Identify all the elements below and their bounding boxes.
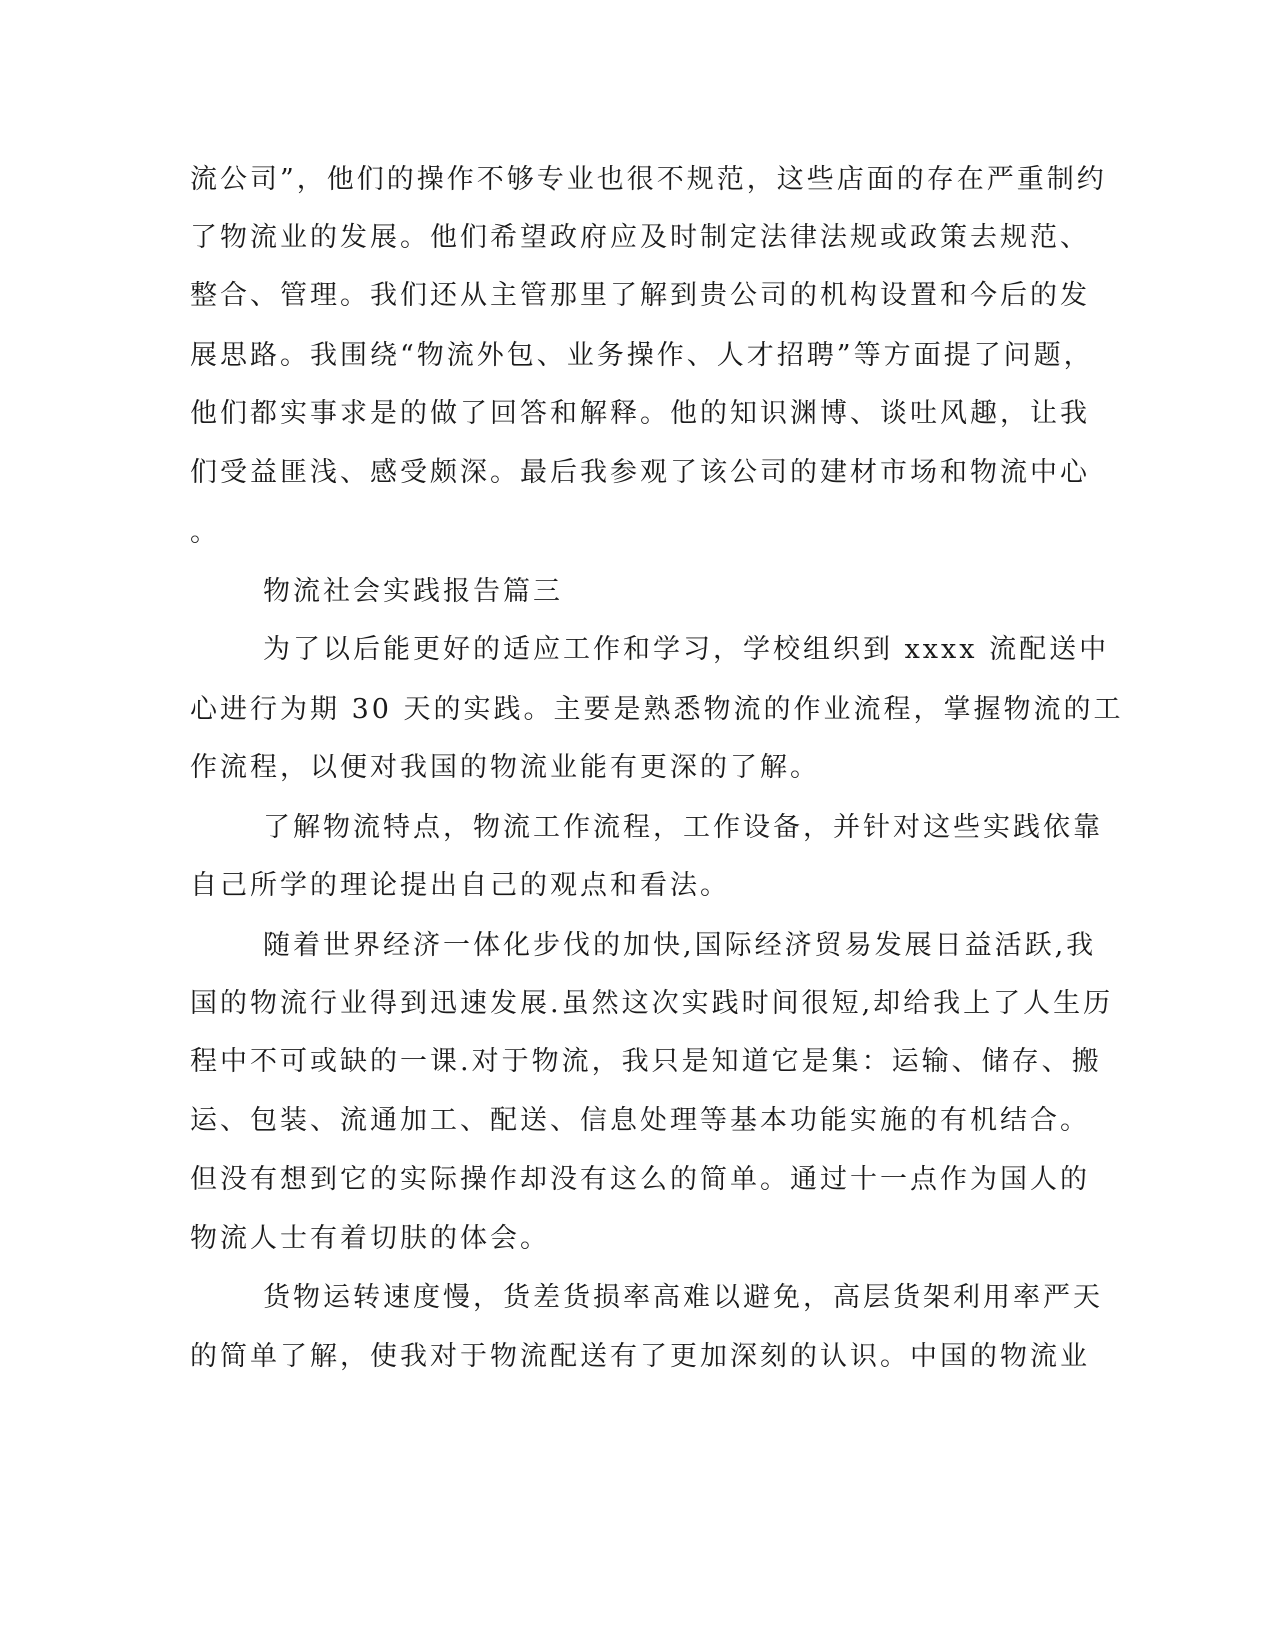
text-line: 整合、管理。我们还从主管那里了解到贵公司的机构设置和今后的发 <box>190 280 1090 311</box>
text-line: 物流人士有着切肤的体会。 <box>190 1223 550 1254</box>
section-heading: 物流社会实践报告篇三 <box>263 576 563 607</box>
text-line: 作流程，以便对我国的物流业能有更深的了解。 <box>190 752 820 783</box>
text-line: 了物流业的发展。他们希望政府应及时制定法律法规或政策去规范、 <box>190 222 1090 253</box>
text-line: 货物运转速度慢，货差货损率高难以避免，高层货架利用率严天 <box>263 1282 1103 1313</box>
text-line: 自己所学的理论提出自己的观点和看法。 <box>190 870 730 901</box>
text-line: 程中不可或缺的一课.对于物流，我只是知道它是集：运输、储存、搬 <box>190 1046 1102 1077</box>
text-line: 展思路。我围绕“物流外包、业务操作、人才招聘”等方面提了问题， <box>190 340 1094 371</box>
text-line: 但没有想到它的实际操作却没有这么的简单。通过十一点作为国人的 <box>190 1164 1090 1195</box>
text-line: 了解物流特点，物流工作流程，工作设备，并针对这些实践依靠 <box>263 812 1103 843</box>
text-line: 的简单了解，使我对于物流配送有了更加深刻的认识。中国的物流业 <box>190 1341 1090 1372</box>
text-line: 运、包装、流通加工、配送、信息处理等基本功能实施的有机结合。 <box>190 1105 1090 1136</box>
text-line: 他们都实事求是的做了回答和解释。他的知识渊博、谈吐风趣，让我 <box>190 398 1090 429</box>
text-line: 心进行为期 30 天的实践。主要是熟悉物流的作业流程，掌握物流的工 <box>190 694 1124 725</box>
text-line: 流公司”，他们的操作不够专业也很不规范，这些店面的存在严重制约 <box>190 164 1107 195</box>
text-line: 为了以后能更好的适应工作和学习，学校组织到 xxxx 流配送中 <box>263 634 1110 665</box>
text-line: 。 <box>190 517 220 548</box>
text-line: 国的物流行业得到迅速发展.虽然这次实践时间很短,却给我上了人生历 <box>190 988 1114 1019</box>
text-line: 随着世界经济一体化步伐的加快,国际经济贸易发展日益活跃,我 <box>263 930 1097 961</box>
text-line: 们受益匪浅、感受颇深。最后我参观了该公司的建材市场和物流中心 <box>190 457 1090 488</box>
